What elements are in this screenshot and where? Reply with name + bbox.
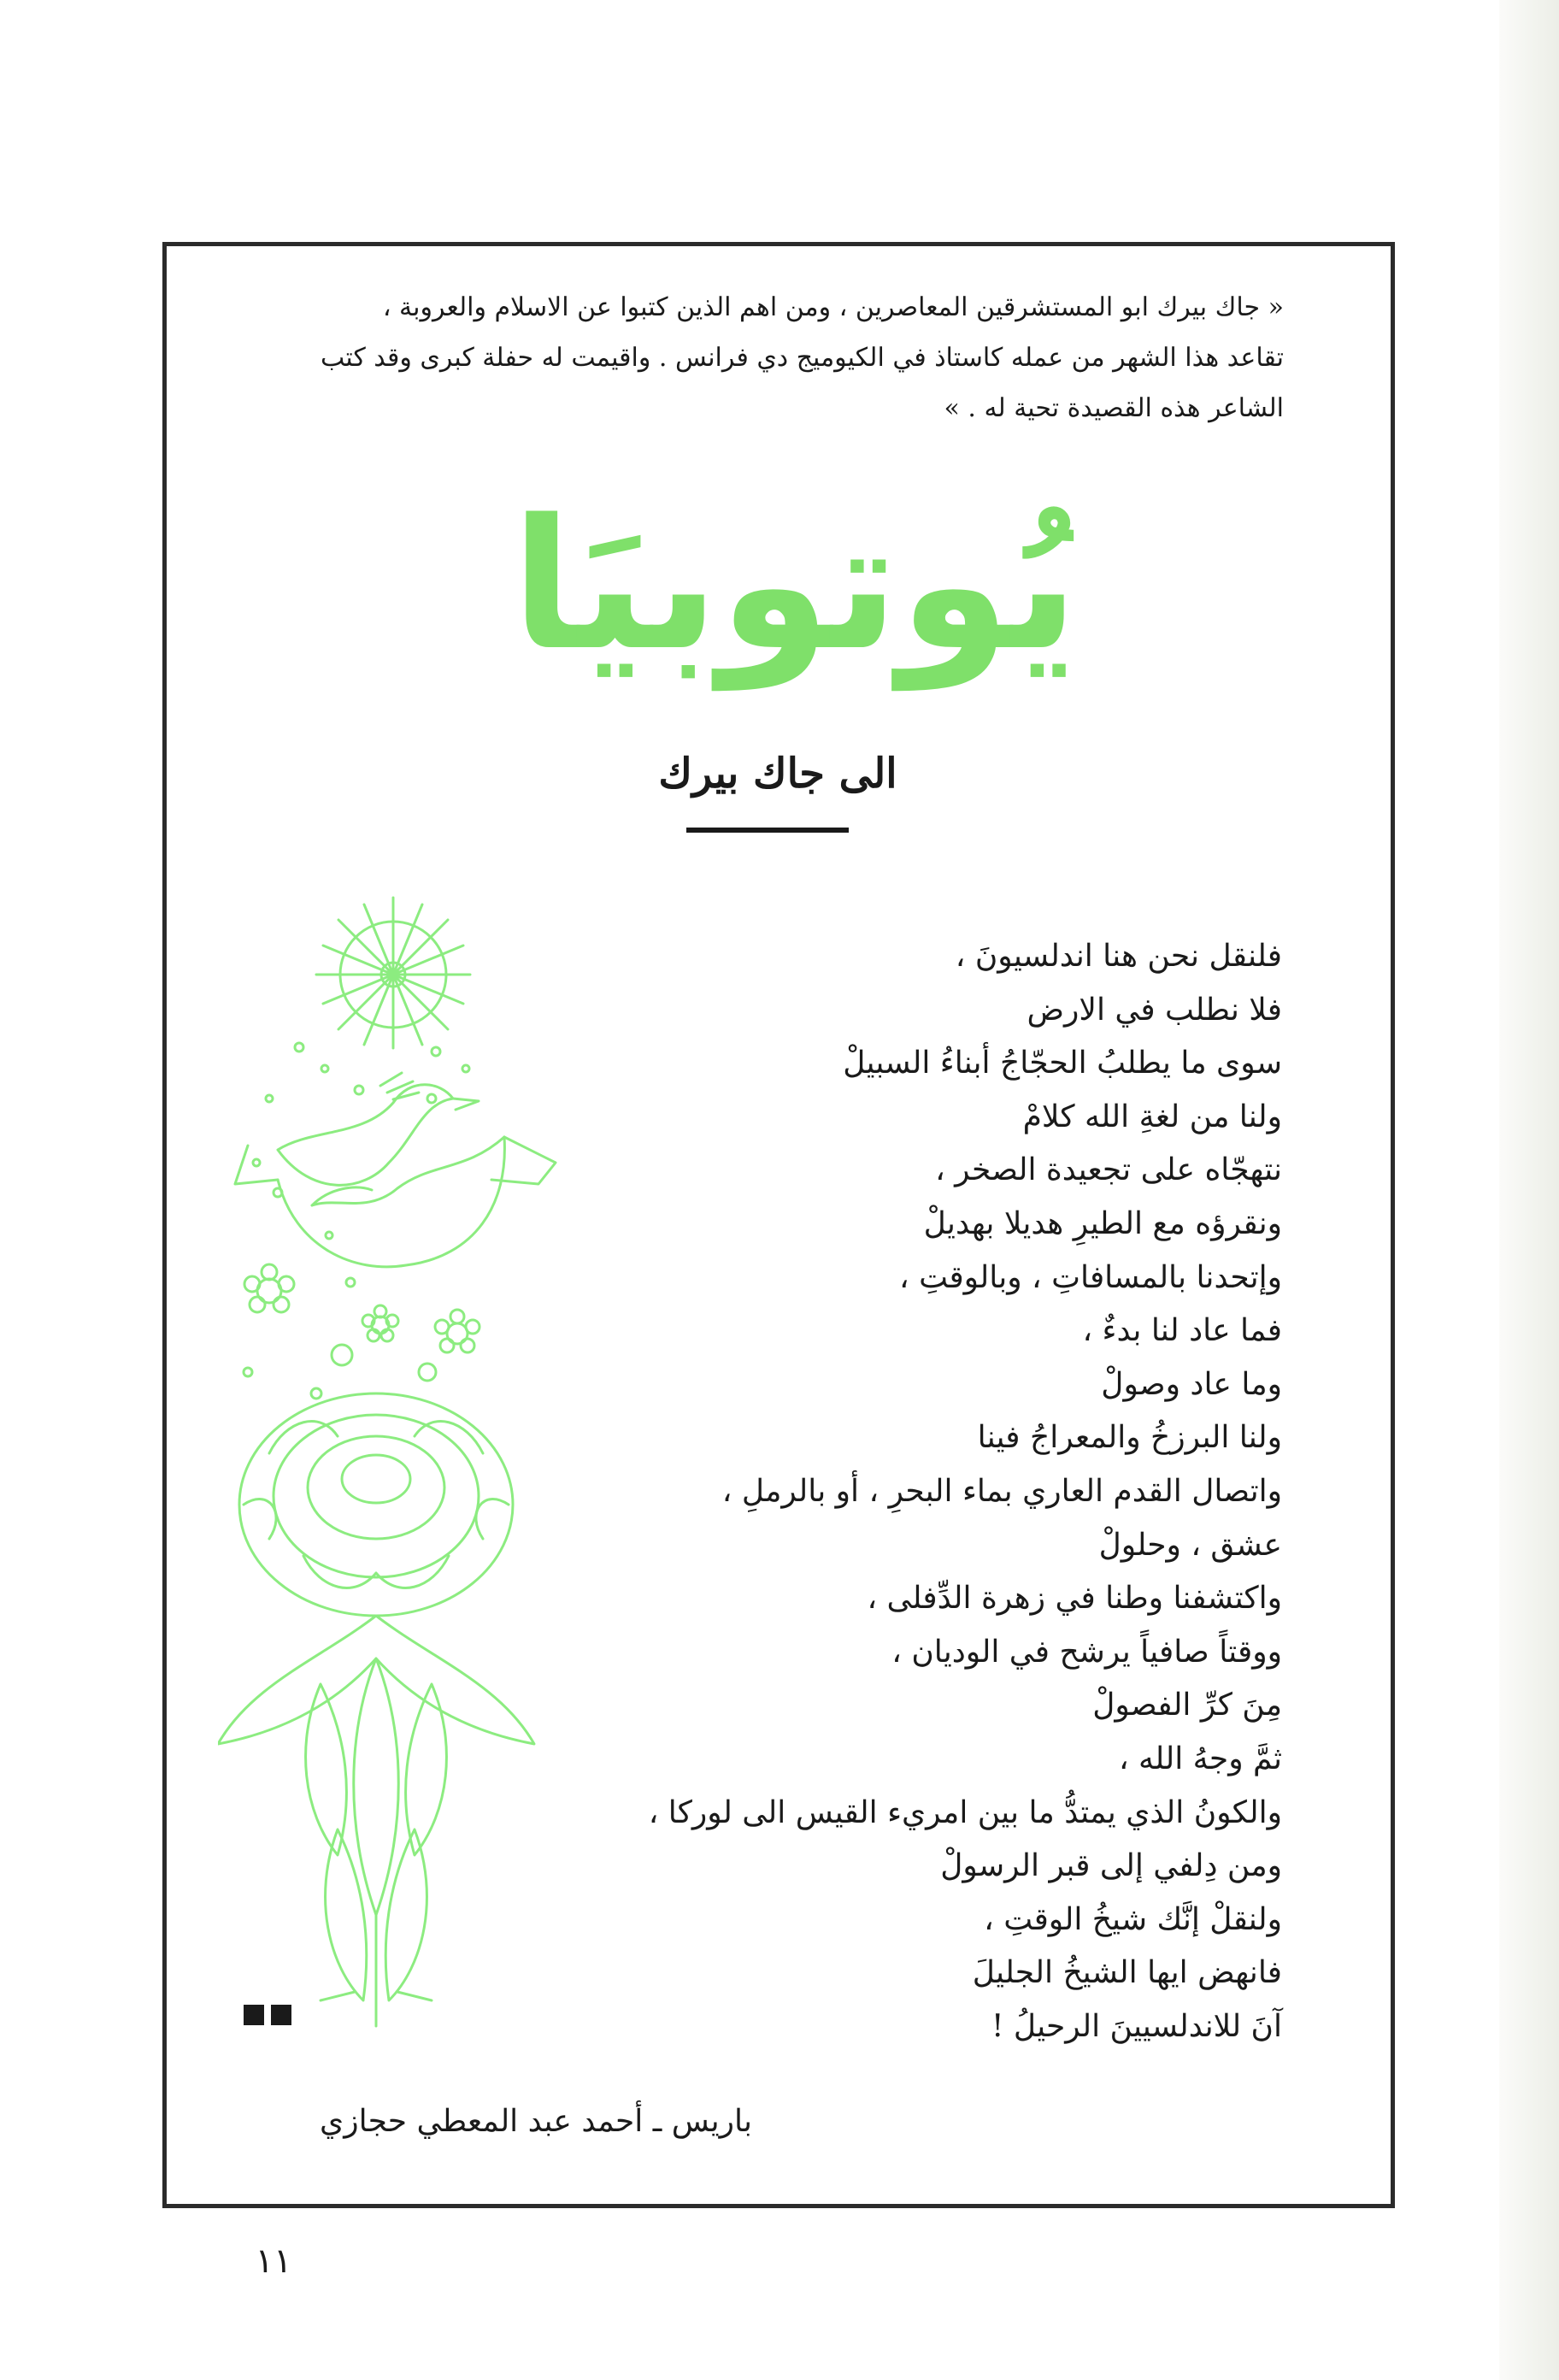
poem-body	[598, 930, 1282, 2053]
dedication-underline	[686, 828, 849, 833]
poem-line: ثمَّ وجهُ الله ،	[1118, 1741, 1282, 1776]
poem-line: ونقرؤه مع الطيرِ هديلا بهديلْ	[923, 1205, 1282, 1241]
poem-line: سوى ما يطلبُ الحجّاجُ أبناءُ السبيلْ	[843, 1046, 1282, 1081]
poem-line: ومن دِلفي إلى قبر الرسولْ	[940, 1848, 1282, 1884]
poem-line: فانهض ايها الشيخُ الجليلَ	[972, 1955, 1282, 1991]
poem-line: ووقتاً صافياً يرشح في الوديان ،	[891, 1634, 1282, 1670]
large-flower-icon	[239, 1393, 513, 1616]
section-end-marks	[244, 2005, 298, 2029]
poem-line: واتصال القدم العاري بماء البحرِ ، أو بالرملِ ،	[721, 1473, 1282, 1509]
poem-line: فما عاد لنا بدءٌ ،	[1082, 1313, 1282, 1349]
poem-line: والكونُ الذي يمتدُّ ما بين امريء القيس الى لوركا ،	[648, 1794, 1282, 1830]
author-signature: باريس ـ أحمد عبد المعطي حجازي	[320, 2104, 752, 2139]
poem-line: وإتحدنا بالمسافاتِ ، وبالوقتِ ،	[899, 1259, 1282, 1295]
small-flower-icons	[244, 1264, 479, 1352]
poem-line: فلا نطلب في الارض	[1027, 992, 1282, 1028]
intro-line: تقاعد هذا الشهر من عمله كاستاذ في الكيوميج دي فرانس . واقيمت له حفلة كبرى وقد كتب	[320, 343, 1284, 373]
poem-line: وما عاد وصولْ	[1101, 1366, 1282, 1402]
poem-line: نتهجّاه على تجعيدة الصخر ،	[935, 1152, 1282, 1188]
poem-line: مِنَ كرِّ الفصولْ	[1092, 1688, 1282, 1723]
poem-title: يُوتوبيَا	[510, 480, 1080, 690]
poem-line: ولنقلْ إنَّك شيخُ الوقتِ ،	[984, 1901, 1282, 1937]
page-edge-shadow	[1499, 0, 1559, 2380]
floral-bird-illustration	[218, 889, 628, 2060]
dedication: الى جاك بيرك	[658, 750, 897, 798]
leaves-icon	[218, 1616, 534, 2026]
poem-line: عشق ، وحلولْ	[1098, 1527, 1282, 1563]
intro-line: « جاك بيرك ابو المستشرقين المعاصرين ، ومن اهم الذين كتبوا عن الاسلام والعروبة ،	[382, 292, 1284, 322]
intro-line: الشاعر هذه القصيدة تحية له . »	[944, 393, 1284, 423]
intro-note	[239, 282, 1284, 433]
poem-line: ولنا البرزخُ والمعراجُ فينا	[977, 1420, 1282, 1456]
poem-line: آنَ للاندلسيينَ الرحيلُ !	[991, 2008, 1282, 2044]
sun-icon	[316, 898, 470, 1048]
poem-line: ولنا من لغةِ الله كلامْ	[1022, 1099, 1282, 1134]
poem-line: فلنقل نحن هنا اندلسيونَ ،	[955, 939, 1282, 974]
page-number: ١١	[255, 2242, 292, 2281]
poem-line: واكتشفنا وطنا في زهرة الدِّفلى ،	[867, 1581, 1282, 1617]
bird-icon	[278, 1073, 479, 1185]
